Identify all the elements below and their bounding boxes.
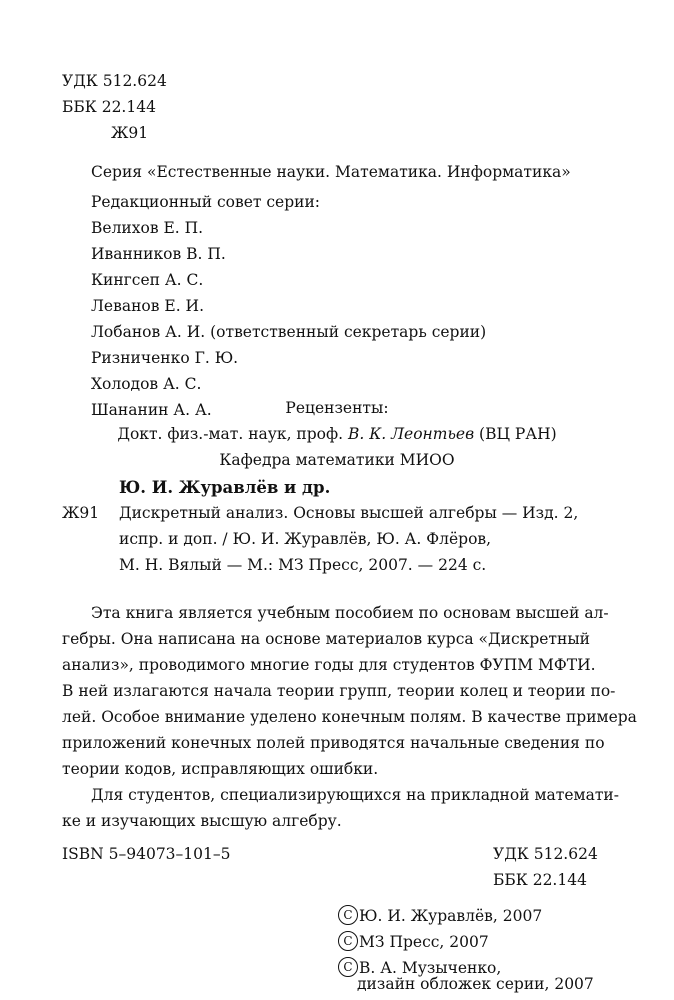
board-member: Велихов Е. П.	[91, 219, 204, 237]
board-member: Иванников В. П.	[91, 245, 226, 263]
reviewer-line	[0, 425, 674, 444]
copyright-icon: C	[338, 905, 358, 925]
annotation-line: Эта книга является учебным пособием по основам высшей ал-	[91, 604, 609, 622]
reviewer-department: Кафедра математики МИОО	[219, 451, 455, 469]
board-member: Холодов А. С.	[91, 375, 202, 393]
bbk-code-bottom: ББК 22.144	[493, 871, 587, 889]
bib-line: М. Н. Вялый — М.: МЗ Пресс, 2007. — 224 с.	[119, 556, 487, 574]
reviewers-title: Рецензенты:	[285, 399, 389, 417]
reviewer-name: В. К. Леонтьев	[348, 425, 475, 443]
audience-line: ке и изучающих высшую алгебру.	[62, 812, 342, 830]
board-title: Редакционный совет серии:	[91, 193, 321, 211]
annotation-line: В ней излагаются начала теории групп, теории колец и теории по-	[62, 682, 616, 700]
copyright-author: C Ю. И. Журавлёв, 2007	[338, 905, 542, 926]
isbn: ISBN 5–94073–101–5	[62, 845, 231, 863]
reviewer-degree: Докт. физ.-мат. наук, проф.	[117, 425, 344, 443]
board-member: Кингсеп А. С.	[91, 271, 204, 289]
copyright-publisher: C МЗ Пресс, 2007	[338, 931, 489, 952]
annotation-line: приложений конечных полей приводятся начальные сведения по	[62, 734, 605, 752]
udk-code: УДК 512.624	[62, 72, 167, 90]
annotation-line: лей. Особое внимание уделено конечным полям. В качестве примера	[62, 708, 637, 726]
copyright-icon: C	[338, 931, 358, 951]
copyright-icon: C	[338, 957, 358, 977]
board-member: Лобанов А. И. (ответственный секретарь серии)	[91, 323, 487, 341]
series-title: Серия «Естественные науки. Математика. Информатика»	[91, 163, 571, 181]
reviewer-org: (ВЦ РАН)	[479, 425, 557, 443]
board-member: Шананин А. А.	[91, 401, 212, 419]
udk-code-bottom: УДК 512.624	[493, 845, 598, 863]
bib-line: Дискретный анализ. Основы высшей алгебры — Изд. 2,	[119, 504, 579, 522]
annotation-line: теории кодов, исправляющих ошибки.	[62, 760, 379, 778]
copyright-designer-note: дизайн обложек серии, 2007	[357, 975, 594, 993]
bbk-code: ББК 22.144	[62, 98, 156, 116]
author-mark: Ж91	[111, 124, 149, 142]
board-member: Леванов Е. И.	[91, 297, 205, 315]
author-heading: Ю. И. Журавлёв и др.	[119, 478, 331, 497]
author-mark-side: Ж91	[62, 504, 100, 522]
bib-line: испр. и доп. / Ю. И. Журавлёв, Ю. А. Флёров,	[119, 530, 492, 548]
copyright-designer: C В. А. Музыченко,	[338, 957, 501, 978]
audience-line: Для студентов, специализирующихся на прикладной математи-	[91, 786, 619, 804]
board-member: Ризниченко Г. Ю.	[91, 349, 239, 367]
annotation-line: анализ», проводимого многие годы для студентов ФУПМ МФТИ.	[62, 656, 596, 674]
annotation-line: гебры. Она написана на основе материалов курса «Дискретный	[62, 630, 590, 648]
